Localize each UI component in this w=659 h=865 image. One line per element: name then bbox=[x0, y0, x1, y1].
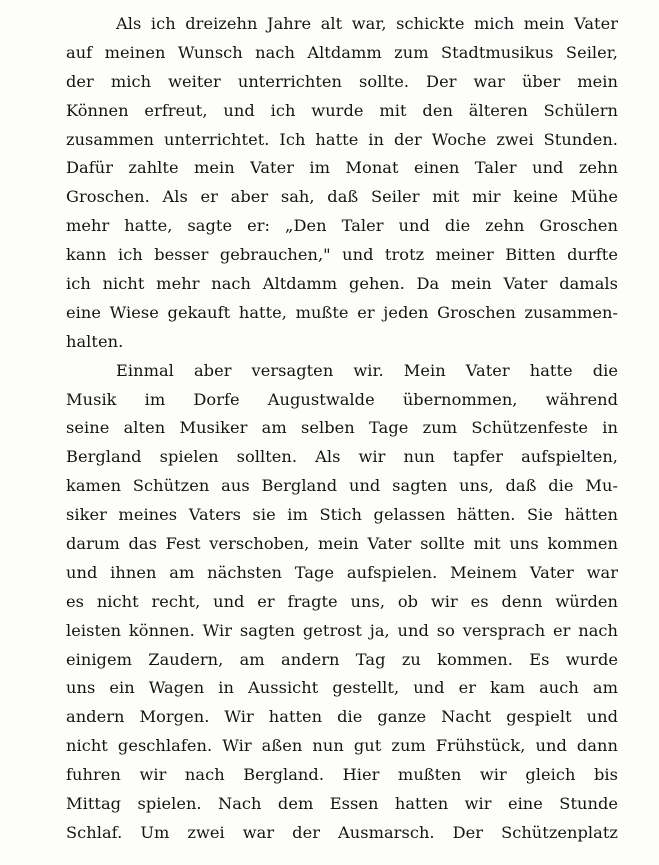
text-line: Dafür zahlte mein Vater im Monat einen Taler und zehn bbox=[66, 158, 618, 178]
text-line: und ihnen am nächsten Tage aufspielen. Meinem Vater war bbox=[66, 562, 618, 582]
body-text bbox=[66, 10, 618, 848]
text-line: seine alten Musiker am selben Tage zum Schützenfeste in bbox=[66, 418, 618, 438]
text-line: uns ein Wagen in Aussicht gestellt, und er kam auch am bbox=[66, 678, 618, 698]
text-line: halten. bbox=[66, 331, 124, 351]
text-line: kann ich besser gebrauchen," und trotz meiner Bitten durfte bbox=[66, 245, 618, 265]
text-line: Können erfreut, und ich wurde mit den älteren Schülern bbox=[66, 100, 618, 120]
text-line: eine Wiese gekauft hatte, mußte er jeden Groschen zusammen- bbox=[66, 302, 618, 322]
text-line: darum das Fest verschoben, mein Vater sollte mit uns kommen bbox=[66, 534, 618, 554]
text-line: nicht geschlafen. Wir aßen nun gut zum Frühstück, und dann bbox=[66, 736, 618, 756]
text-line: Bergland spielen sollten. Als wir nun tapfer aufspielten, bbox=[66, 447, 618, 467]
text-line: andern Morgen. Wir hatten die ganze Nacht gespielt und bbox=[66, 707, 618, 727]
text-line: einigem Zaudern, am andern Tag zu kommen. Es wurde bbox=[66, 649, 618, 669]
text-line: zusammen unterrichtet. Ich hatte in der Woche zwei Stunden. bbox=[66, 129, 618, 149]
text-line: kamen Schützen aus Bergland und sagten uns, daß die Mu- bbox=[66, 476, 618, 496]
text-line: es nicht recht, und er fragte uns, ob wir es denn würden bbox=[66, 591, 618, 611]
text-line: leisten können. Wir sagten getrost ja, und so versprach er nach bbox=[66, 620, 618, 640]
text-line: auf meinen Wunsch nach Altdamm zum Stadtmusikus Seiler, bbox=[66, 42, 618, 62]
text-line: ich nicht mehr nach Altdamm gehen. Da mein Vater damals bbox=[66, 274, 618, 294]
text-line: Schlaf. Um zwei war der Ausmarsch. Der Schützenplatz bbox=[66, 822, 618, 842]
text-line: fuhren wir nach Bergland. Hier mußten wir gleich bis bbox=[66, 765, 618, 785]
text-line: Groschen. Als er aber sah, daß Seiler mit mir keine Mühe bbox=[66, 187, 618, 207]
text-line: Als ich dreizehn Jahre alt war, schickte mich mein Vater bbox=[116, 14, 618, 33]
text-line: der mich weiter unterrichten sollte. Der war über mein bbox=[66, 71, 618, 91]
text-line: siker meines Vaters sie im Stich gelassen hätten. Sie hätten bbox=[66, 505, 618, 525]
text-line: Mittag spielen. Nach dem Essen hatten wir eine Stunde bbox=[66, 794, 618, 814]
text-line: Musik im Dorfe Augustwalde übernommen, während bbox=[66, 389, 618, 409]
text-line: Einmal aber versagten wir. Mein Vater hatte die bbox=[116, 360, 618, 380]
text-line: mehr hatte, sagte er: „Den Taler und die zehn Groschen bbox=[66, 216, 618, 236]
